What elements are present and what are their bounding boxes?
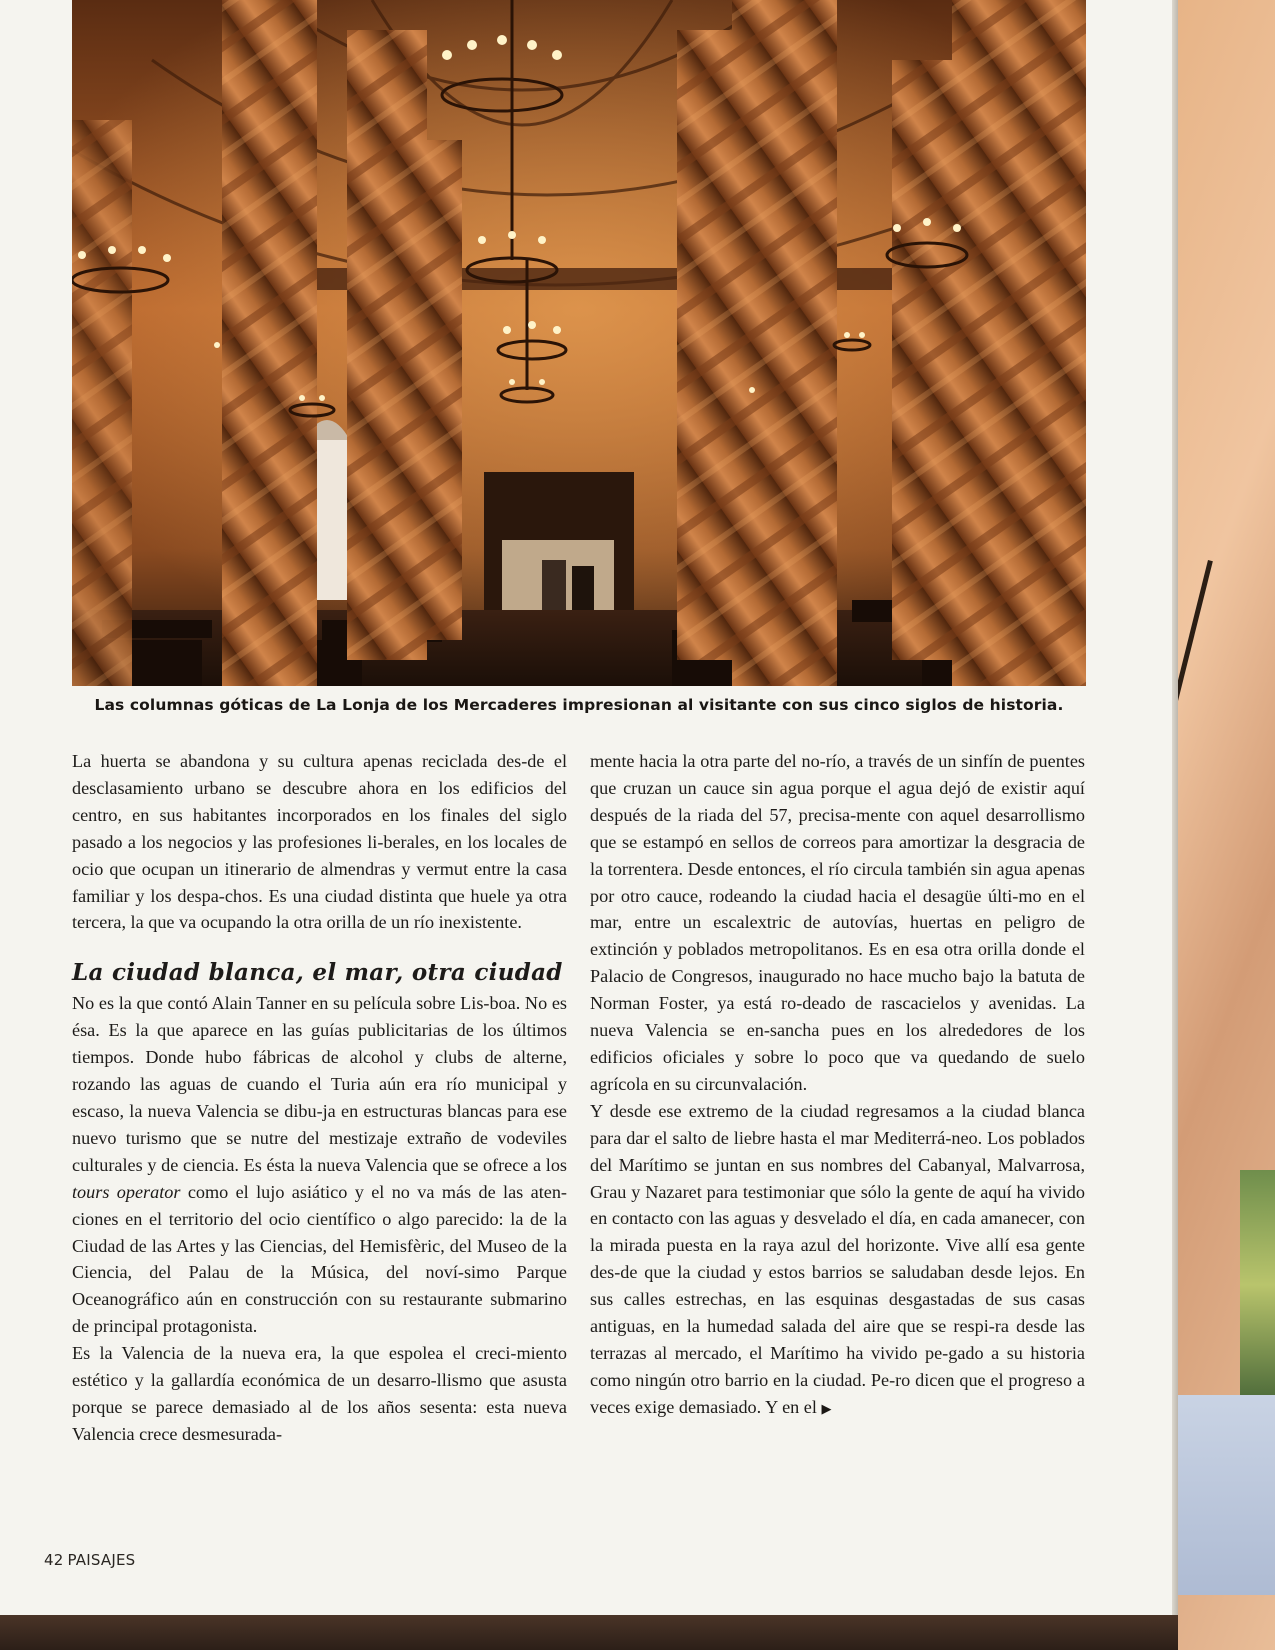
body-paragraph: mente hacia la otra parte del no-río, a través de un sinfín de puentes que cruzan un cauce sin agua porque el agua dejó de existir aquí después de la riada del 57, precisa-mente con aquel desarrollismo que se estampó en sellos de correos para amortizar la desgracia de la torrentera. Desde entonces, el río circula también sin agua apenas por otro cauce, rodeando la ciudad hacia el desagüe últi-mo en el mar, entre un escalextric de autovías, huertas en peligro de extinción y poblados metropolitanos. Es en esa otra orilla donde el Palacio de Congresos, inaugurado no hace mucho bajo la batuta de Norman Foster, ya está ro-deado de rascacielos y avenidas. La nueva Valencia se en-sancha pues en los alrededores de los edificios oficiales y sobre lo poco que va quedando de suelo agrícola en su circunvalación. [590,751,1085,1094]
scan-bottom-shadow [0,1615,1178,1650]
decorative-shape [1178,1395,1275,1595]
text-column-left [72,748,567,1448]
decorative-streak [1178,560,1213,1046]
adjacent-page-strip [1178,0,1275,1650]
gothic-hall-illustration [72,0,1086,686]
body-paragraph: La huerta se abandona y su cultura apenas reciclada des-de el desclasamiento urbano se descubre ahora en los edificios del centro, en sus habitantes incorporados en los finales del siglo pasado a los negocios y las profesiones li-berales, en los locales de ocio que ocupan un itinerario de almendras y vermut entre la casa familiar y los despa-chos. Es una ciudad distinta que huele ya otra tercera, la que va ocupando la otra orilla de un río inexistente. [72,751,567,933]
page-number: 42 [44,1551,64,1569]
italic-term: tours operator [72,1181,181,1202]
magazine-section: PAISAJES [67,1551,136,1569]
body-text: como el lujo asiático y el no va más de las aten-ciones en el territorio del ocio científico o algo parecido: la de la Ciudad de las Artes y las Ciencias, del Hemisfèric, del Museo de la Ciencia, del Palau de la Música, del noví-simo Parque Oceanográfico aún en construcción con su restaurante submarino de principal protagonista. [72,1181,567,1337]
text-column-right [590,748,1085,1423]
lonja-interior-photo [72,0,1086,686]
photo-caption: Las columnas góticas de La Lonja de los Mercaderes impresionan al visitante con sus cinco siglos de historia. [94,696,1064,714]
section-heading: La ciudad blanca, el mar, otra ciudad [72,959,563,987]
continue-arrow-icon: ▶ [821,1400,832,1416]
body-text: Y desde ese extremo de la ciudad regresamos a la ciudad blanca para dar el salto de liebre hasta el mar Mediterrá-neo. Los poblados del Marítimo se juntan en sus nombres del Cabanyal, Malvarrosa, Grau y Nazaret para testimoniar que sólo la gente de aquí ha vivido en contacto con las aguas y desvelado el día, en cada amanecer, con la mirada puesta en la raya azul del horizonte. Vive allí esa gente des-de que la ciudad y estos barrios se saludaban desde lejos. En sus calles estrechas, en las esquinas desgastadas de sus casas antiguas, en la humedad salada del aire que se respi-ra desde las terrazas al mercado, el Marítimo ha vivido pe-gado a su historia como ningún otro barrio en la ciudad. Pe-ro dicen que el progreso a veces exige demasiado. Y en el [590,1100,1085,1417]
body-text: No es la que contó Alain Tanner en su película sobre Lis-boa. No es ésa. Es la que aparece en las guías publicitarias de los últimos tiempos. Donde hubo fábricas de alcohol y clubs de alterne, rozando las aguas de cuando el Turia aún era río municipal y escaso, la nueva Valencia se dibu-ja en estructuras blancas para ese nuevo turismo que se nutre del mestizaje extraño de vodeviles culturales y de ciencia. Es ésta la nueva Valencia que se ofrece a los [72,993,567,1175]
body-paragraph [590,1098,1085,1423]
decorative-shape [1240,1170,1275,1400]
page-folio [44,1551,135,1569]
body-paragraph [72,990,567,1340]
body-paragraph: Es la Valencia de la nueva era, la que espolea el creci-miento estético y la gallardía económica de un desarro-llismo que asusta porque se parece demasiado al de los años sesenta: esta nueva Valencia crece desmesurada- [72,1343,567,1444]
